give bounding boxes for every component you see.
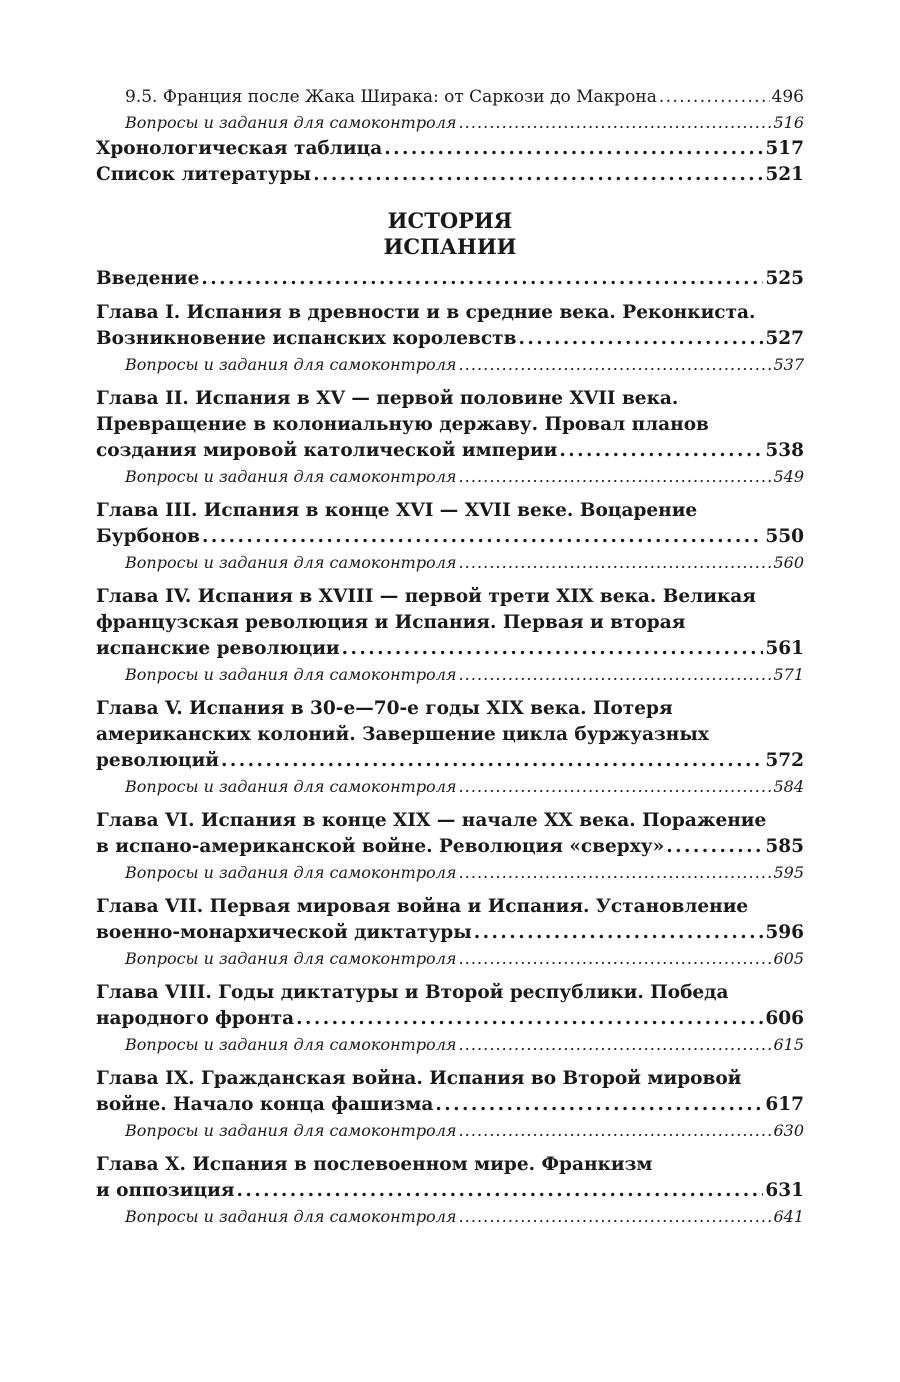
page-number: 595 xyxy=(773,863,804,882)
chapter-title-last-line xyxy=(96,1092,804,1118)
chapter-title-last-line xyxy=(96,920,804,946)
chapter-title-line: Глава IX. Гражданская война. Испания во Второй мировой xyxy=(96,1068,742,1089)
toc-entry-chronology xyxy=(96,136,804,162)
section-title-line-2: ИСПАНИИ xyxy=(383,234,517,259)
toc-questions-entry xyxy=(96,860,804,886)
toc-chapter-5 xyxy=(96,696,804,800)
toc-chapter-3 xyxy=(96,498,804,576)
dot-leader xyxy=(202,524,763,550)
chapter-title-line: американских колоний. Завершение цикла буржуазных xyxy=(96,724,709,745)
page-number: 560 xyxy=(773,553,804,572)
page-number: 641 xyxy=(773,1207,804,1226)
toc-questions-entry xyxy=(96,464,804,490)
toc-questions-entry xyxy=(96,1118,804,1144)
entry-text: Вопросы и задания для самоконтроля xyxy=(125,113,457,132)
page-number: 538 xyxy=(765,440,804,461)
entry-text: Вопросы и задания для самоконтроля xyxy=(125,1121,457,1140)
toc-chapter-4 xyxy=(96,584,804,688)
entry-text: Вопросы и задания для самоконтроля xyxy=(125,777,457,796)
entry-text: в испано-американской войне. Революция «сверху» xyxy=(96,836,665,857)
page-number: 584 xyxy=(773,777,804,796)
entry-text: Вопросы и задания для самоконтроля xyxy=(125,1035,457,1054)
dot-leader xyxy=(458,860,771,886)
page-number: 630 xyxy=(773,1121,804,1140)
page-number: 549 xyxy=(773,467,804,486)
entry-text: Список литературы xyxy=(96,164,312,185)
dot-leader xyxy=(237,1178,764,1204)
dot-leader xyxy=(458,662,771,688)
dot-leader xyxy=(458,110,771,136)
dot-leader xyxy=(458,946,771,972)
page-number: 596 xyxy=(765,922,804,943)
dot-leader xyxy=(384,136,763,162)
section-title-line-1: ИСТОРИЯ xyxy=(387,208,513,233)
toc-entry-introduction xyxy=(96,266,804,292)
entry-text: Вопросы и задания для самоконтроля xyxy=(125,863,457,882)
dot-leader xyxy=(201,266,763,292)
entry-text: создания мировой католической империи xyxy=(96,440,558,461)
entry-text: Вопросы и задания для самоконтроля xyxy=(125,1207,457,1226)
entry-text: Хронологическая таблица xyxy=(96,138,383,159)
page-number: 617 xyxy=(765,1094,804,1115)
dot-leader xyxy=(313,162,763,188)
chapter-title-line: Глава V. Испания в 30-е—70-е годы XIX века. Потеря xyxy=(96,698,673,719)
page-number: 550 xyxy=(765,526,804,547)
chapter-list xyxy=(96,300,804,1230)
page-number: 521 xyxy=(765,164,804,185)
page-number: 605 xyxy=(773,949,804,968)
entry-text: Вопросы и задания для самоконтроля xyxy=(125,949,457,968)
entry-text: народного фронта xyxy=(96,1008,295,1029)
chapter-title-line: Глава VI. Испания в конце XIX — начале XX века. Поражение xyxy=(96,810,767,831)
toc-chapter-8 xyxy=(96,980,804,1058)
toc-questions-entry xyxy=(96,1204,804,1230)
entry-text: Вопросы и задания для самоконтроля xyxy=(125,553,457,572)
toc-chapter-6 xyxy=(96,808,804,886)
dot-leader xyxy=(458,464,771,490)
toc-entry-9-5 xyxy=(96,84,804,110)
dot-leader xyxy=(458,1118,771,1144)
toc-questions-entry xyxy=(96,110,804,136)
dot-leader xyxy=(296,1006,763,1032)
page-number: 561 xyxy=(765,638,804,659)
entry-text: Вопросы и задания для самоконтроля xyxy=(125,467,457,486)
page-number: 527 xyxy=(765,328,804,349)
dot-leader xyxy=(458,774,771,800)
chapter-title-line: Глава IV. Испания в XVIII — первой трети XIX века. Великая xyxy=(96,586,756,607)
chapter-title-last-line xyxy=(96,636,804,662)
entry-text: Бурбонов xyxy=(96,526,200,547)
toc-questions-entry xyxy=(96,946,804,972)
dot-leader xyxy=(221,748,763,774)
page-number: 606 xyxy=(765,1008,804,1029)
chapter-title-line: Глава I. Испания в древности и в средние века. Реконкиста. xyxy=(96,302,756,323)
entry-text: Введение xyxy=(96,268,200,289)
entry-text: 9.5. Франция после Жака Ширака: от Саркози до Макрона xyxy=(125,87,657,107)
chapter-title-last-line xyxy=(96,1006,804,1032)
entry-text: Вопросы и задания для самоконтроля xyxy=(125,665,457,684)
entry-text: Вопросы и задания для самоконтроля xyxy=(125,355,457,374)
page-number: 572 xyxy=(765,750,804,771)
chapter-title-last-line xyxy=(96,748,804,774)
page-number: 516 xyxy=(773,113,804,132)
dot-leader xyxy=(458,1032,771,1058)
chapter-title-last-line xyxy=(96,524,804,550)
dot-leader xyxy=(666,834,763,860)
toc-chapter-9 xyxy=(96,1066,804,1144)
entry-text: испанские революции xyxy=(96,638,340,659)
chapter-title-line: Превращение в колониальную державу. Провал планов xyxy=(96,414,709,435)
page-number: 631 xyxy=(765,1180,804,1201)
section-title xyxy=(96,208,804,260)
toc-chapter-2 xyxy=(96,386,804,490)
dot-leader xyxy=(435,1092,763,1118)
entry-text: войне. Начало конца фашизма xyxy=(96,1094,434,1115)
chapter-title-last-line xyxy=(96,834,804,860)
chapter-title-line: Глава VII. Первая мировая война и Испания. Установление xyxy=(96,896,749,917)
page-number: 496 xyxy=(771,87,804,107)
page-number: 615 xyxy=(773,1035,804,1054)
page-number: 585 xyxy=(765,836,804,857)
chapter-title-line: французская революция и Испания. Первая и вторая xyxy=(96,612,686,633)
dot-leader xyxy=(458,352,771,378)
dot-leader xyxy=(559,438,763,464)
toc-chapter-7 xyxy=(96,894,804,972)
chapter-title-line: Глава VIII. Годы диктатуры и Второй республики. Победа xyxy=(96,982,729,1003)
page-number: 525 xyxy=(765,268,804,289)
toc-questions-entry xyxy=(96,550,804,576)
page-number: 517 xyxy=(765,138,804,159)
toc-questions-entry xyxy=(96,352,804,378)
chapter-title-line: Глава X. Испания в послевоенном мире. Франкизм xyxy=(96,1154,653,1175)
chapter-title-last-line xyxy=(96,438,804,464)
page-number: 537 xyxy=(773,355,804,374)
dot-leader xyxy=(659,84,770,110)
dot-leader xyxy=(518,326,763,352)
toc-questions-entry xyxy=(96,1032,804,1058)
dot-leader xyxy=(458,1204,771,1230)
toc-content xyxy=(96,84,804,1230)
toc-questions-entry xyxy=(96,662,804,688)
entry-text: военно-монархической диктатуры xyxy=(96,922,472,943)
entry-text: Возникновение испанских королевств xyxy=(96,328,517,349)
toc-entry-bibliography xyxy=(96,162,804,188)
toc-chapter-1 xyxy=(96,300,804,378)
toc-questions-entry xyxy=(96,774,804,800)
toc-chapter-10 xyxy=(96,1152,804,1230)
entry-text: и оппозиция xyxy=(96,1180,235,1201)
entry-text: революций xyxy=(96,750,220,771)
page-number: 571 xyxy=(773,665,804,684)
dot-leader xyxy=(458,550,771,576)
chapter-title-last-line xyxy=(96,326,804,352)
chapter-title-line: Глава II. Испания в XV — первой половине XVII века. xyxy=(96,388,679,409)
chapter-title-last-line xyxy=(96,1178,804,1204)
dot-leader xyxy=(474,920,764,946)
chapter-title-line: Глава III. Испания в конце XVI — XVII веке. Воцарение xyxy=(96,500,698,521)
dot-leader xyxy=(342,636,764,662)
